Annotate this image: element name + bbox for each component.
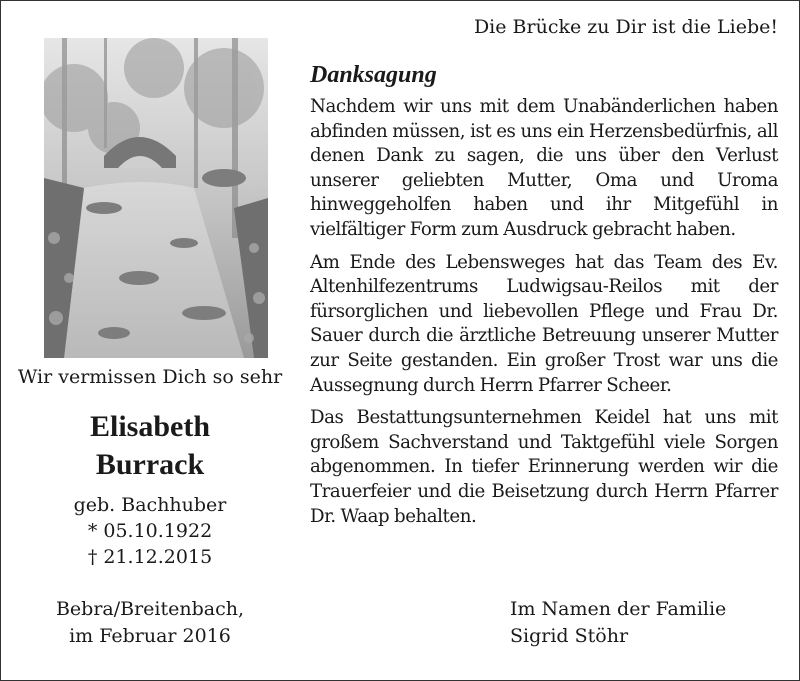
first-name: Elisabeth [89, 410, 211, 443]
miss-text: Wir vermissen Dich so sehr [17, 366, 283, 388]
death-date: † 21.12.2015 [87, 546, 213, 568]
date: im Februar 2016 [69, 625, 231, 647]
thanks-heading: Danksagung [310, 62, 437, 88]
thanks-paragraph-1: Nachdem wir uns mit dem Unabänderlichen haben abfinden müssen, ist es uns ein Herzensbedürfnis, all denen Dank zu sagen, die uns über den Verlust unserer geliebten Mutter, Oma und Uroma hinweggeholfen haben und ihr Mitgefühl in vielfältiger Form zum Ausdruck gebracht haben. [310, 96, 778, 240]
forest-stream-bridge-photo-icon [44, 38, 268, 358]
thanks-paragraph-2: Am Ende des Lebensweges hat das Team des Ev. Altenhilfezentrums Ludwigsau-Reilos mit der fürsorglichen und liebevollen Pflege und Frau Dr. Sauer durch die ärztliche Betreuung unserer Mutter zur Seite gestanden. Ein großer Trost war uns die Aussegnung durch Herrn Pfarrer Scheer. [310, 251, 778, 396]
life-dates [0, 492, 300, 570]
place: Bebra/Breitenbach, [55, 598, 245, 620]
deceased-name [0, 408, 300, 484]
thanks-section [310, 62, 778, 537]
last-name: Burrack [95, 448, 205, 481]
thanks-paragraph-3: Das Bestattungsunternehmen Keidel hat uns mit großem Sachverstand und Taktgefühl viele Sorgen abgenommen. In tiefer Erinnerung werden wir die Trauerfeier und die Beisetzung durch Herrn Pfarrer Dr. Waap behalten. [310, 407, 778, 527]
signature-line-1: Im Namen der Familie [510, 598, 727, 620]
memorial-photo [44, 38, 268, 358]
signature-line-2: Sigrid Stöhr [510, 625, 629, 647]
maiden-name: geb. Bachhuber [73, 494, 227, 516]
birth-date: * 05.10.1922 [87, 520, 213, 542]
place-date [0, 596, 300, 650]
motto: Die Brücke zu Dir ist die Liebe! [473, 16, 778, 38]
signature [510, 596, 726, 650]
